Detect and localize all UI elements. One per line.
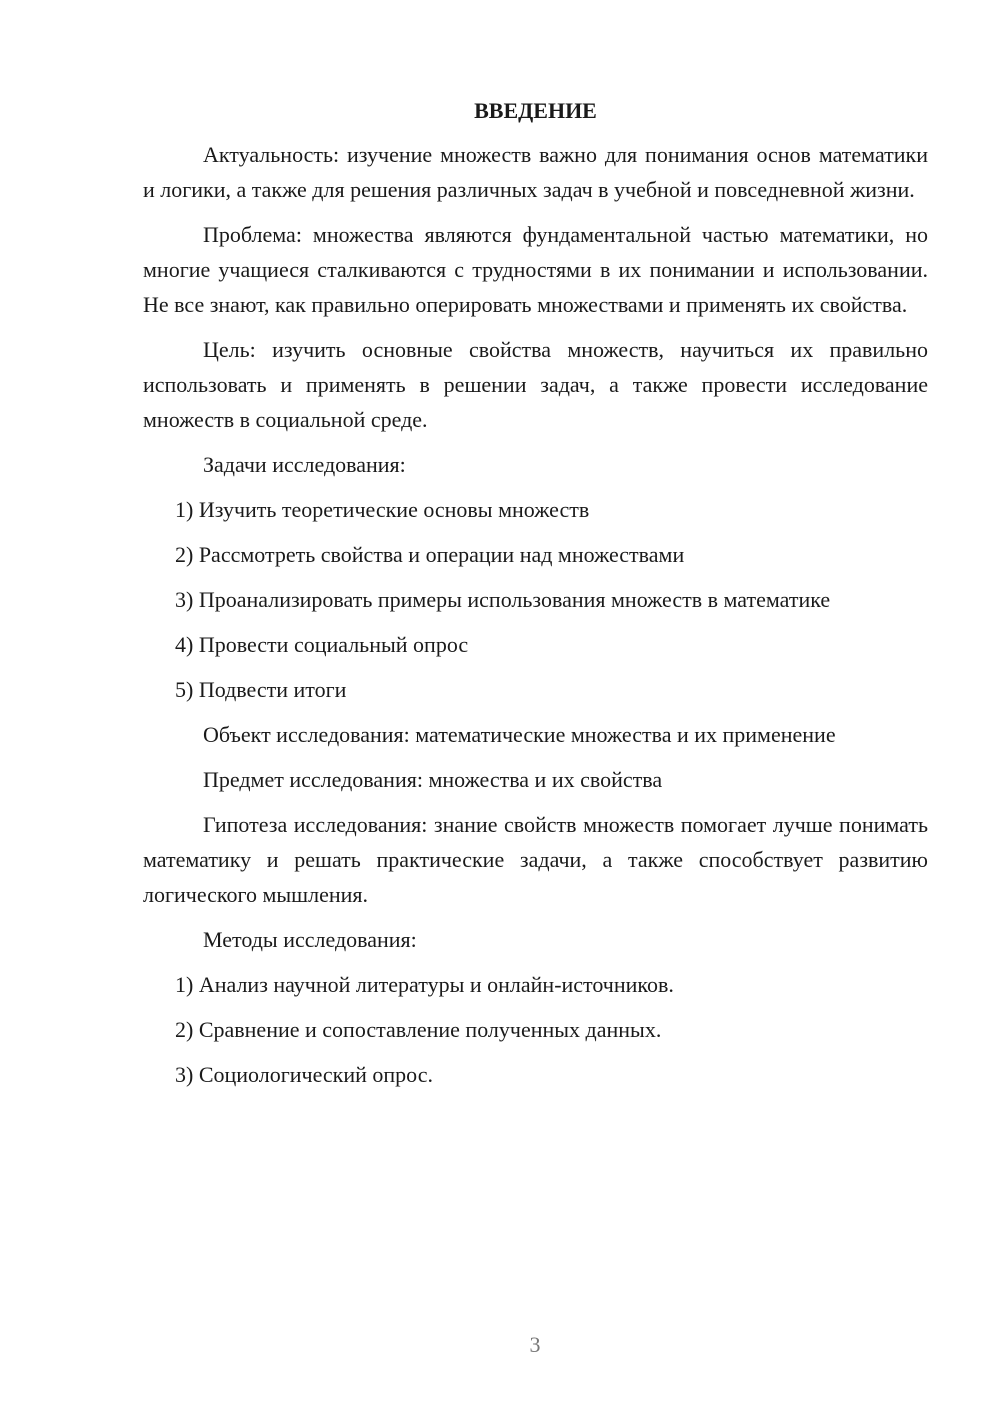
methods-list	[143, 967, 928, 1092]
goal-paragraph: Цель: изучить основные свойства множеств, научиться их правильно использовать и применять в решении задач, а также провести исследование множеств в социальной среде.	[143, 337, 928, 432]
object-paragraph: Объект исследования: математические множества и их применение	[203, 722, 836, 747]
list-item: 1) Изучить теоретические основы множеств	[175, 497, 590, 522]
problem-paragraph: Проблема: множества являются фундаментальной частью математики, но многие учащиеся сталкиваются с трудностями в их понимании и использовании. Не все знают, как правильно оперировать множествами и применять их свойства.	[143, 222, 928, 317]
tasks-list	[143, 492, 928, 707]
tasks-heading: Задачи исследования:	[203, 452, 406, 477]
document-body	[143, 95, 928, 1102]
list-item: 3) Социологический опрос.	[175, 1062, 433, 1087]
relevance-paragraph: Актуальность: изучение множеств важно для понимания основ математики и логики, а также для решения различных задач в учебной и повседневной жизни.	[143, 142, 928, 202]
list-item: 3) Проанализировать примеры использования множеств в математике	[175, 587, 831, 612]
list-item: 2) Рассмотреть свойства и операции над множествами	[175, 542, 685, 567]
document-title: ВВЕДЕНИЕ	[474, 98, 597, 123]
methods-heading: Методы исследования:	[203, 927, 417, 952]
hypothesis-paragraph: Гипотеза исследования: знание свойств множеств помогает лучше понимать математику и решать практические задачи, а также способствует развитию логического мышления.	[143, 812, 928, 907]
list-item: 4) Провести социальный опрос	[175, 632, 469, 657]
list-item: 1) Анализ научной литературы и онлайн-источников.	[175, 972, 674, 997]
subject-paragraph: Предмет исследования: множества и их свойства	[203, 767, 663, 792]
list-item: 5) Подвести итоги	[175, 677, 347, 702]
page-number: 3	[529, 1332, 541, 1357]
list-item: 2) Сравнение и сопоставление полученных данных.	[175, 1017, 662, 1042]
